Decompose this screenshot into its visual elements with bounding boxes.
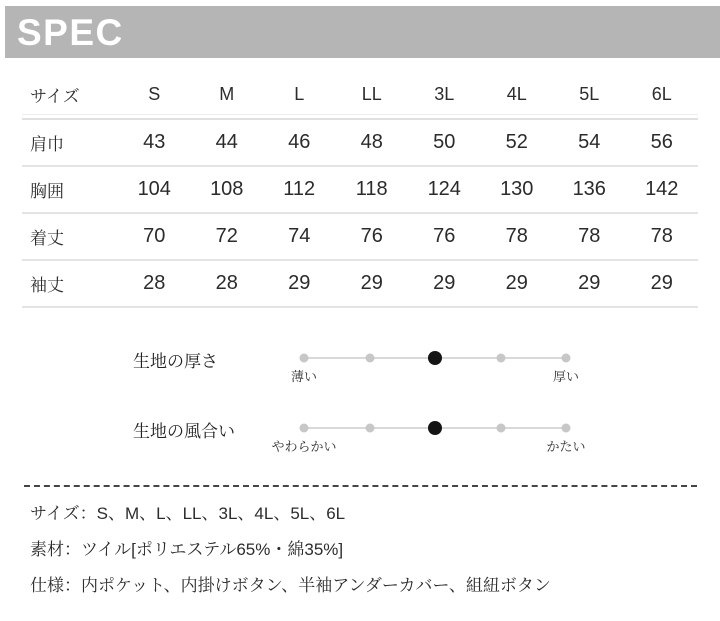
measure-value: 108 [191, 166, 264, 213]
measure-value: 29 [481, 260, 554, 307]
table-row-body-length [22, 213, 698, 260]
measure-value: 136 [553, 166, 626, 213]
measure-value: 142 [626, 166, 699, 213]
product-details [30, 496, 700, 604]
scale-track [304, 427, 566, 429]
size-table-container [22, 76, 698, 308]
table-row-chest [22, 166, 698, 213]
measure-row-label: 袖丈 [22, 260, 118, 307]
measure-row-label: 肩巾 [22, 119, 118, 166]
measure-value: 76 [408, 213, 481, 260]
measure-value: 29 [408, 260, 481, 307]
measure-value: 52 [481, 119, 554, 166]
measure-row-label: 着丈 [22, 213, 118, 260]
detail-text: 内ポケット、内掛けボタン、半袖アンダーカバー、組紐ボタン [81, 576, 551, 595]
measure-value: 118 [336, 166, 409, 213]
detail-text: ツイル[ポリエステル65%・綿35%] [81, 540, 344, 559]
size-column-header-s: S [118, 76, 191, 114]
size-spec-table [22, 76, 698, 308]
size-column-header-4l: 4L [481, 76, 554, 114]
size-header-row [22, 76, 698, 114]
measure-value: 104 [118, 166, 191, 213]
size-column-header-5l: 5L [553, 76, 626, 114]
measure-value: 76 [336, 213, 409, 260]
scale-max-label: かたい [546, 439, 586, 454]
scale-min-label: 薄い [290, 369, 318, 384]
measure-row-label: 胸囲 [22, 166, 118, 213]
scale-min-label: やわらかい [271, 439, 337, 454]
measure-value: 28 [191, 260, 264, 307]
scale-dot [496, 354, 505, 363]
scale-dot [365, 354, 374, 363]
scale-dot [300, 354, 309, 363]
measure-value: 28 [118, 260, 191, 307]
size-header-label: サイズ [22, 76, 118, 114]
size-column-header-6l: 6L [626, 76, 699, 114]
measure-value: 112 [263, 166, 336, 213]
scale-max-label: 厚い [552, 369, 580, 384]
scale-dot [562, 354, 571, 363]
fabric-texture-scale [0, 403, 720, 473]
scale-label: 生地の厚さ [133, 352, 218, 371]
size-column-header-m: M [191, 76, 264, 114]
size-column-header-ll: LL [336, 76, 409, 114]
scale-dot-active [428, 421, 442, 435]
measure-value: 50 [408, 119, 481, 166]
fabric-scales [0, 333, 720, 473]
measure-value: 29 [263, 260, 336, 307]
measure-value: 78 [626, 213, 699, 260]
measure-value: 74 [263, 213, 336, 260]
measure-value: 54 [553, 119, 626, 166]
dashed-divider [24, 485, 697, 487]
measure-value: 70 [118, 213, 191, 260]
detail-label: サイズ： [30, 504, 97, 523]
measure-value: 46 [263, 119, 336, 166]
measure-value: 29 [553, 260, 626, 307]
measure-value: 48 [336, 119, 409, 166]
spec-title: SPEC [17, 11, 124, 53]
detail-text: S、M、L、LL、3L、4L、5L、6L [96, 504, 346, 523]
fabric-thickness-scale [0, 333, 720, 403]
measure-value: 56 [626, 119, 699, 166]
scale-dot [496, 424, 505, 433]
detail-spec-line [30, 568, 700, 604]
scale-label: 生地の風合い [133, 422, 235, 441]
scale-dot [300, 424, 309, 433]
measure-value: 29 [626, 260, 699, 307]
scale-dot-active [428, 351, 442, 365]
measure-value: 29 [336, 260, 409, 307]
measure-value: 124 [408, 166, 481, 213]
scale-dot [562, 424, 571, 433]
table-row-shoulder-width [22, 119, 698, 166]
detail-material-line [30, 532, 700, 568]
detail-size-line [30, 496, 700, 532]
measure-value: 43 [118, 119, 191, 166]
detail-label: 素材： [30, 540, 81, 559]
detail-label: 仕様： [30, 576, 81, 595]
measure-value: 72 [191, 213, 264, 260]
scale-track [304, 357, 566, 359]
measure-value: 44 [191, 119, 264, 166]
measure-value: 78 [481, 213, 554, 260]
table-row-sleeve-length [22, 260, 698, 307]
size-column-header-l: L [263, 76, 336, 114]
scale-dot [365, 424, 374, 433]
spec-section-header [5, 6, 720, 58]
size-column-header-3l: 3L [408, 76, 481, 114]
measure-value: 130 [481, 166, 554, 213]
measure-value: 78 [553, 213, 626, 260]
